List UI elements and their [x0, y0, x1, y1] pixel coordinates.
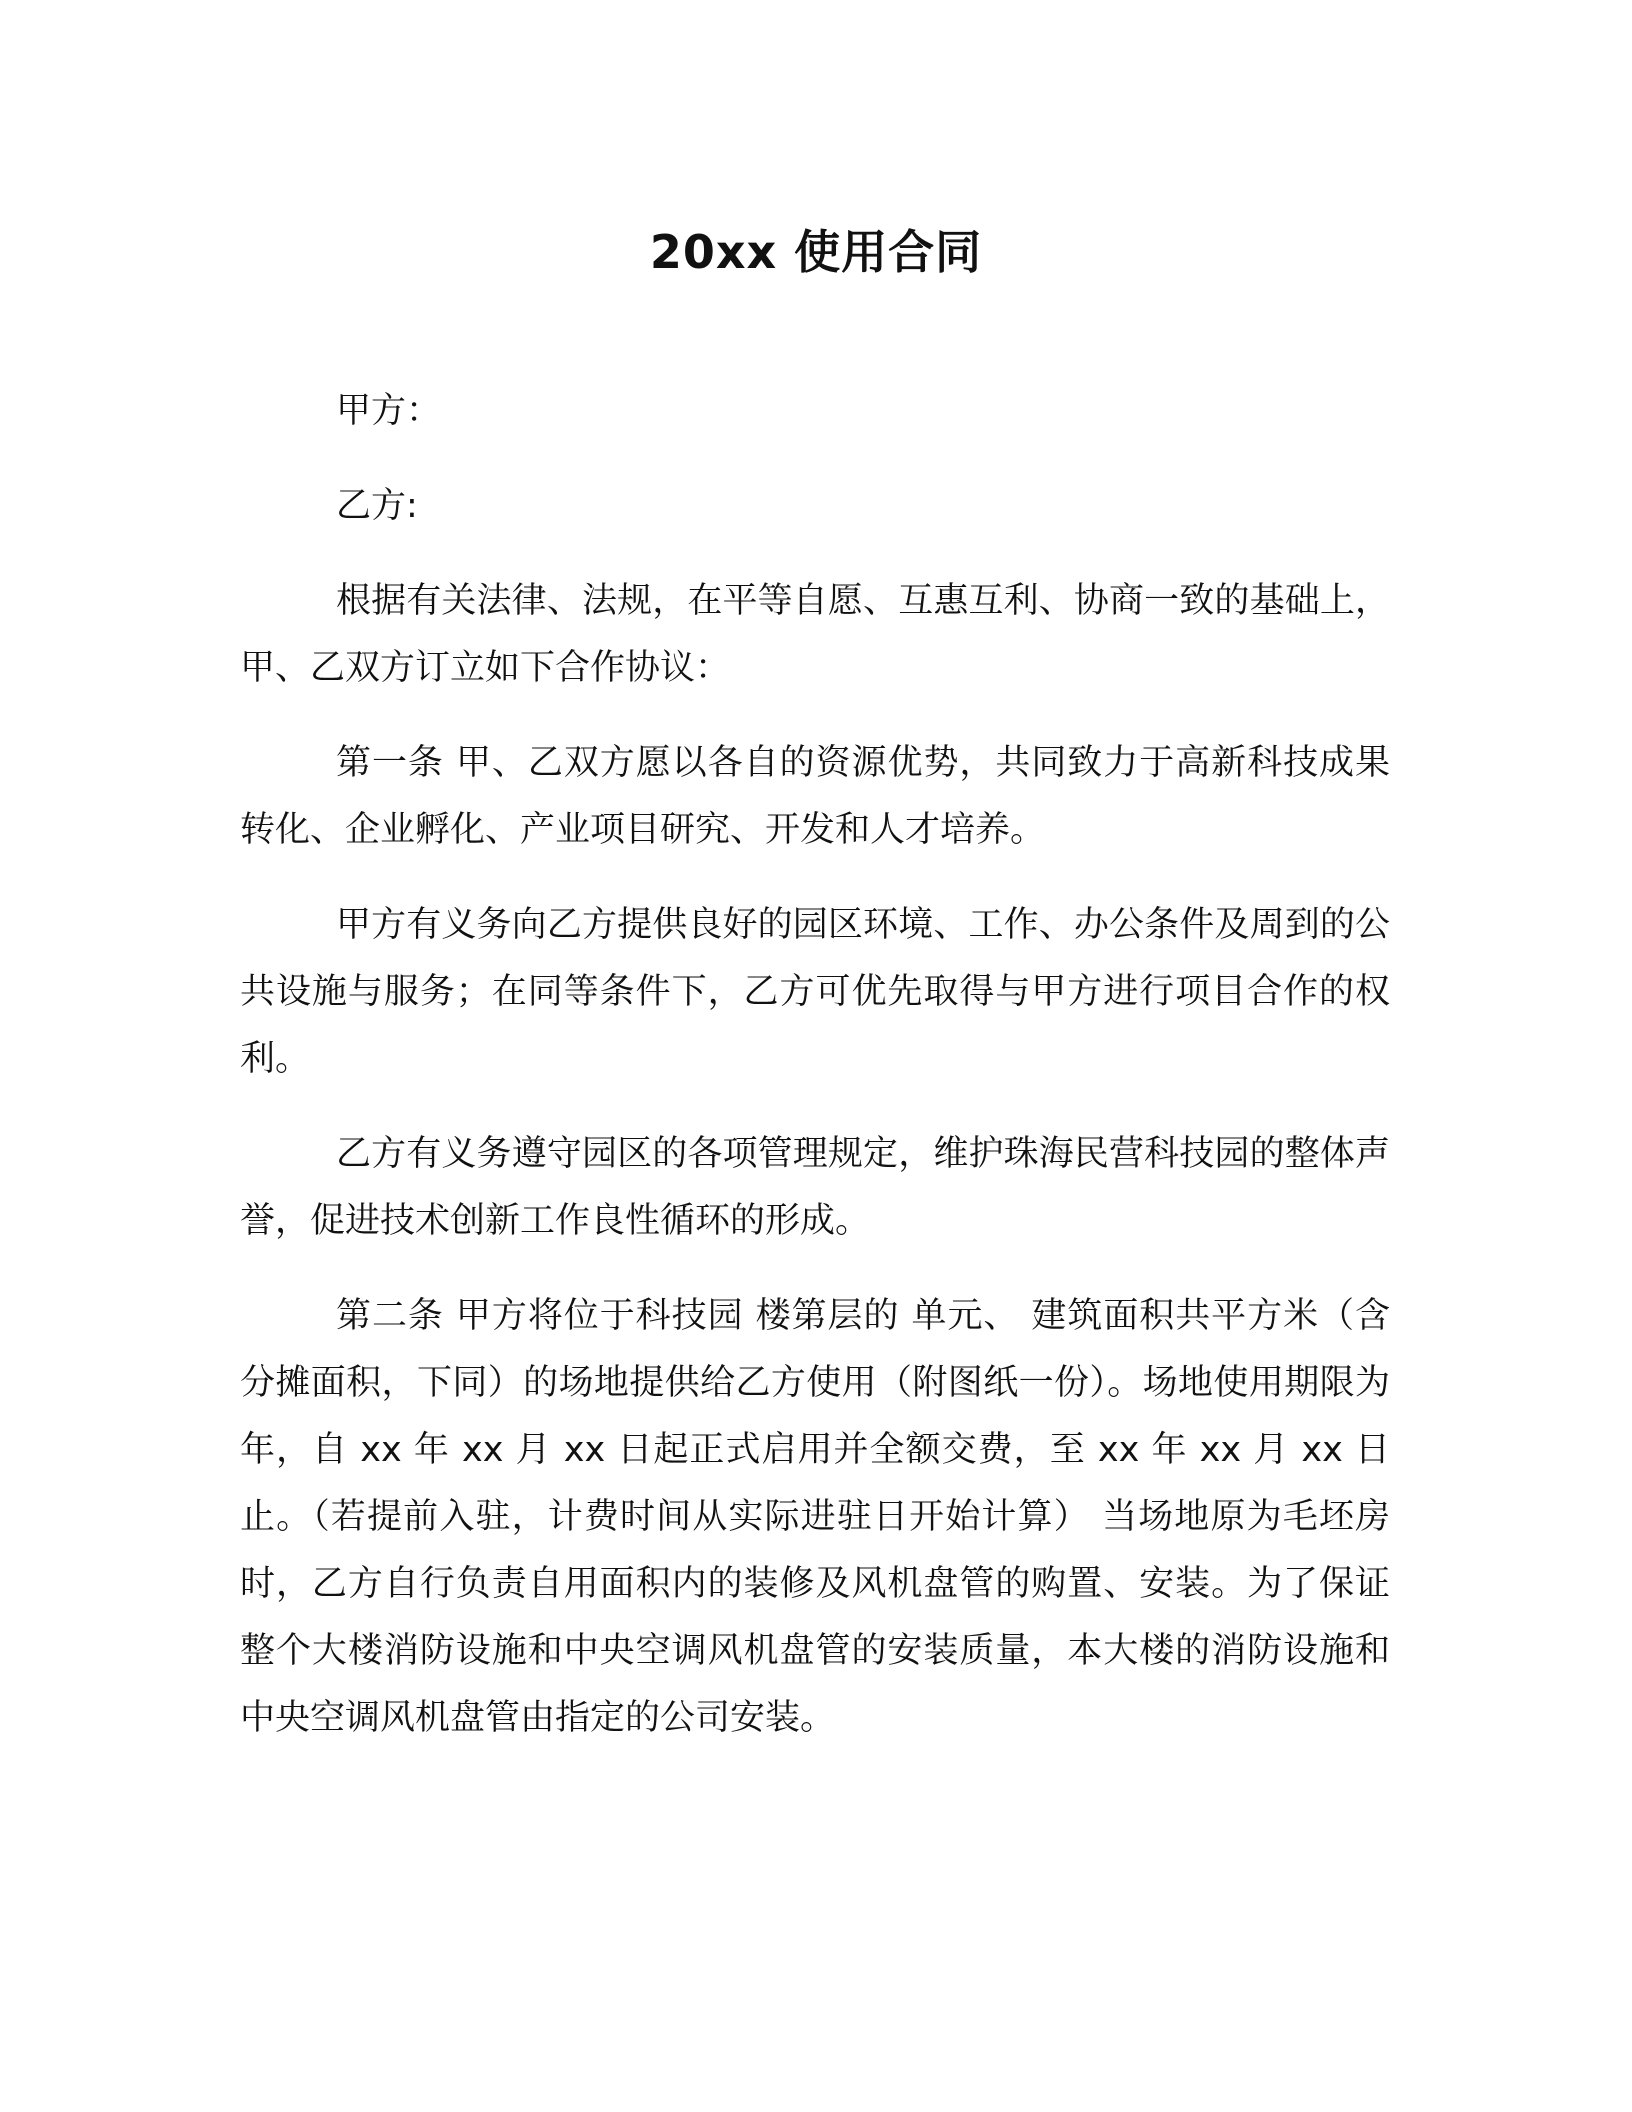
paragraph-party-b-duties: 乙方有义务遵守园区的各项管理规定，维护珠海民营科技园的整体声誉，促进技术创新工作良性循环的形成。: [240, 1134, 1390, 1241]
paragraph-party-a-duties: 甲方有义务向乙方提供良好的园区环境、工作、办公条件及周到的公共设施与服务；在同等条件下，乙方可优先取得与甲方进行项目合作的权利。: [240, 905, 1390, 1079]
document-body: [240, 378, 1390, 1780]
party-b-label: 乙方:: [336, 486, 418, 526]
paragraph-article-1: 第一条 甲、乙双方愿以各自的资源优势，共同致力于高新科技成果转化、企业孵化、产业项目研究、开发和人才培养。: [240, 743, 1390, 850]
document-title: 20xx 使用合同: [649, 225, 983, 279]
paragraph-preamble: 根据有关法律、法规，在平等自愿、互惠互利、协商一致的基础上，甲、乙双方订立如下合作协议：: [240, 581, 1390, 688]
party-a-label: 甲方：: [336, 391, 442, 431]
paragraph-article-2: 第二条 甲方将位于科技园 楼第层的 单元、 建筑面积共平方米（含分摊面积，下同）的场地提供给乙方使用（附图纸一份）。场地使用期限为年，自 xx 年 xx 月 xx 日起正式启用并全额交费，至 xx 年 xx 月 xx 日 止。（若提前入驻，计费时间从实际进驻日开始计算） 当场地原为毛坯房时，乙方自行负责自用面积内的装修及风机盘管的购置、安装。为了保证整个大楼消防设施和中央空调风机盘管的安装质量，本大楼的消防设施和中央空调风机盘管由指定的公司安装。: [240, 1296, 1390, 1738]
